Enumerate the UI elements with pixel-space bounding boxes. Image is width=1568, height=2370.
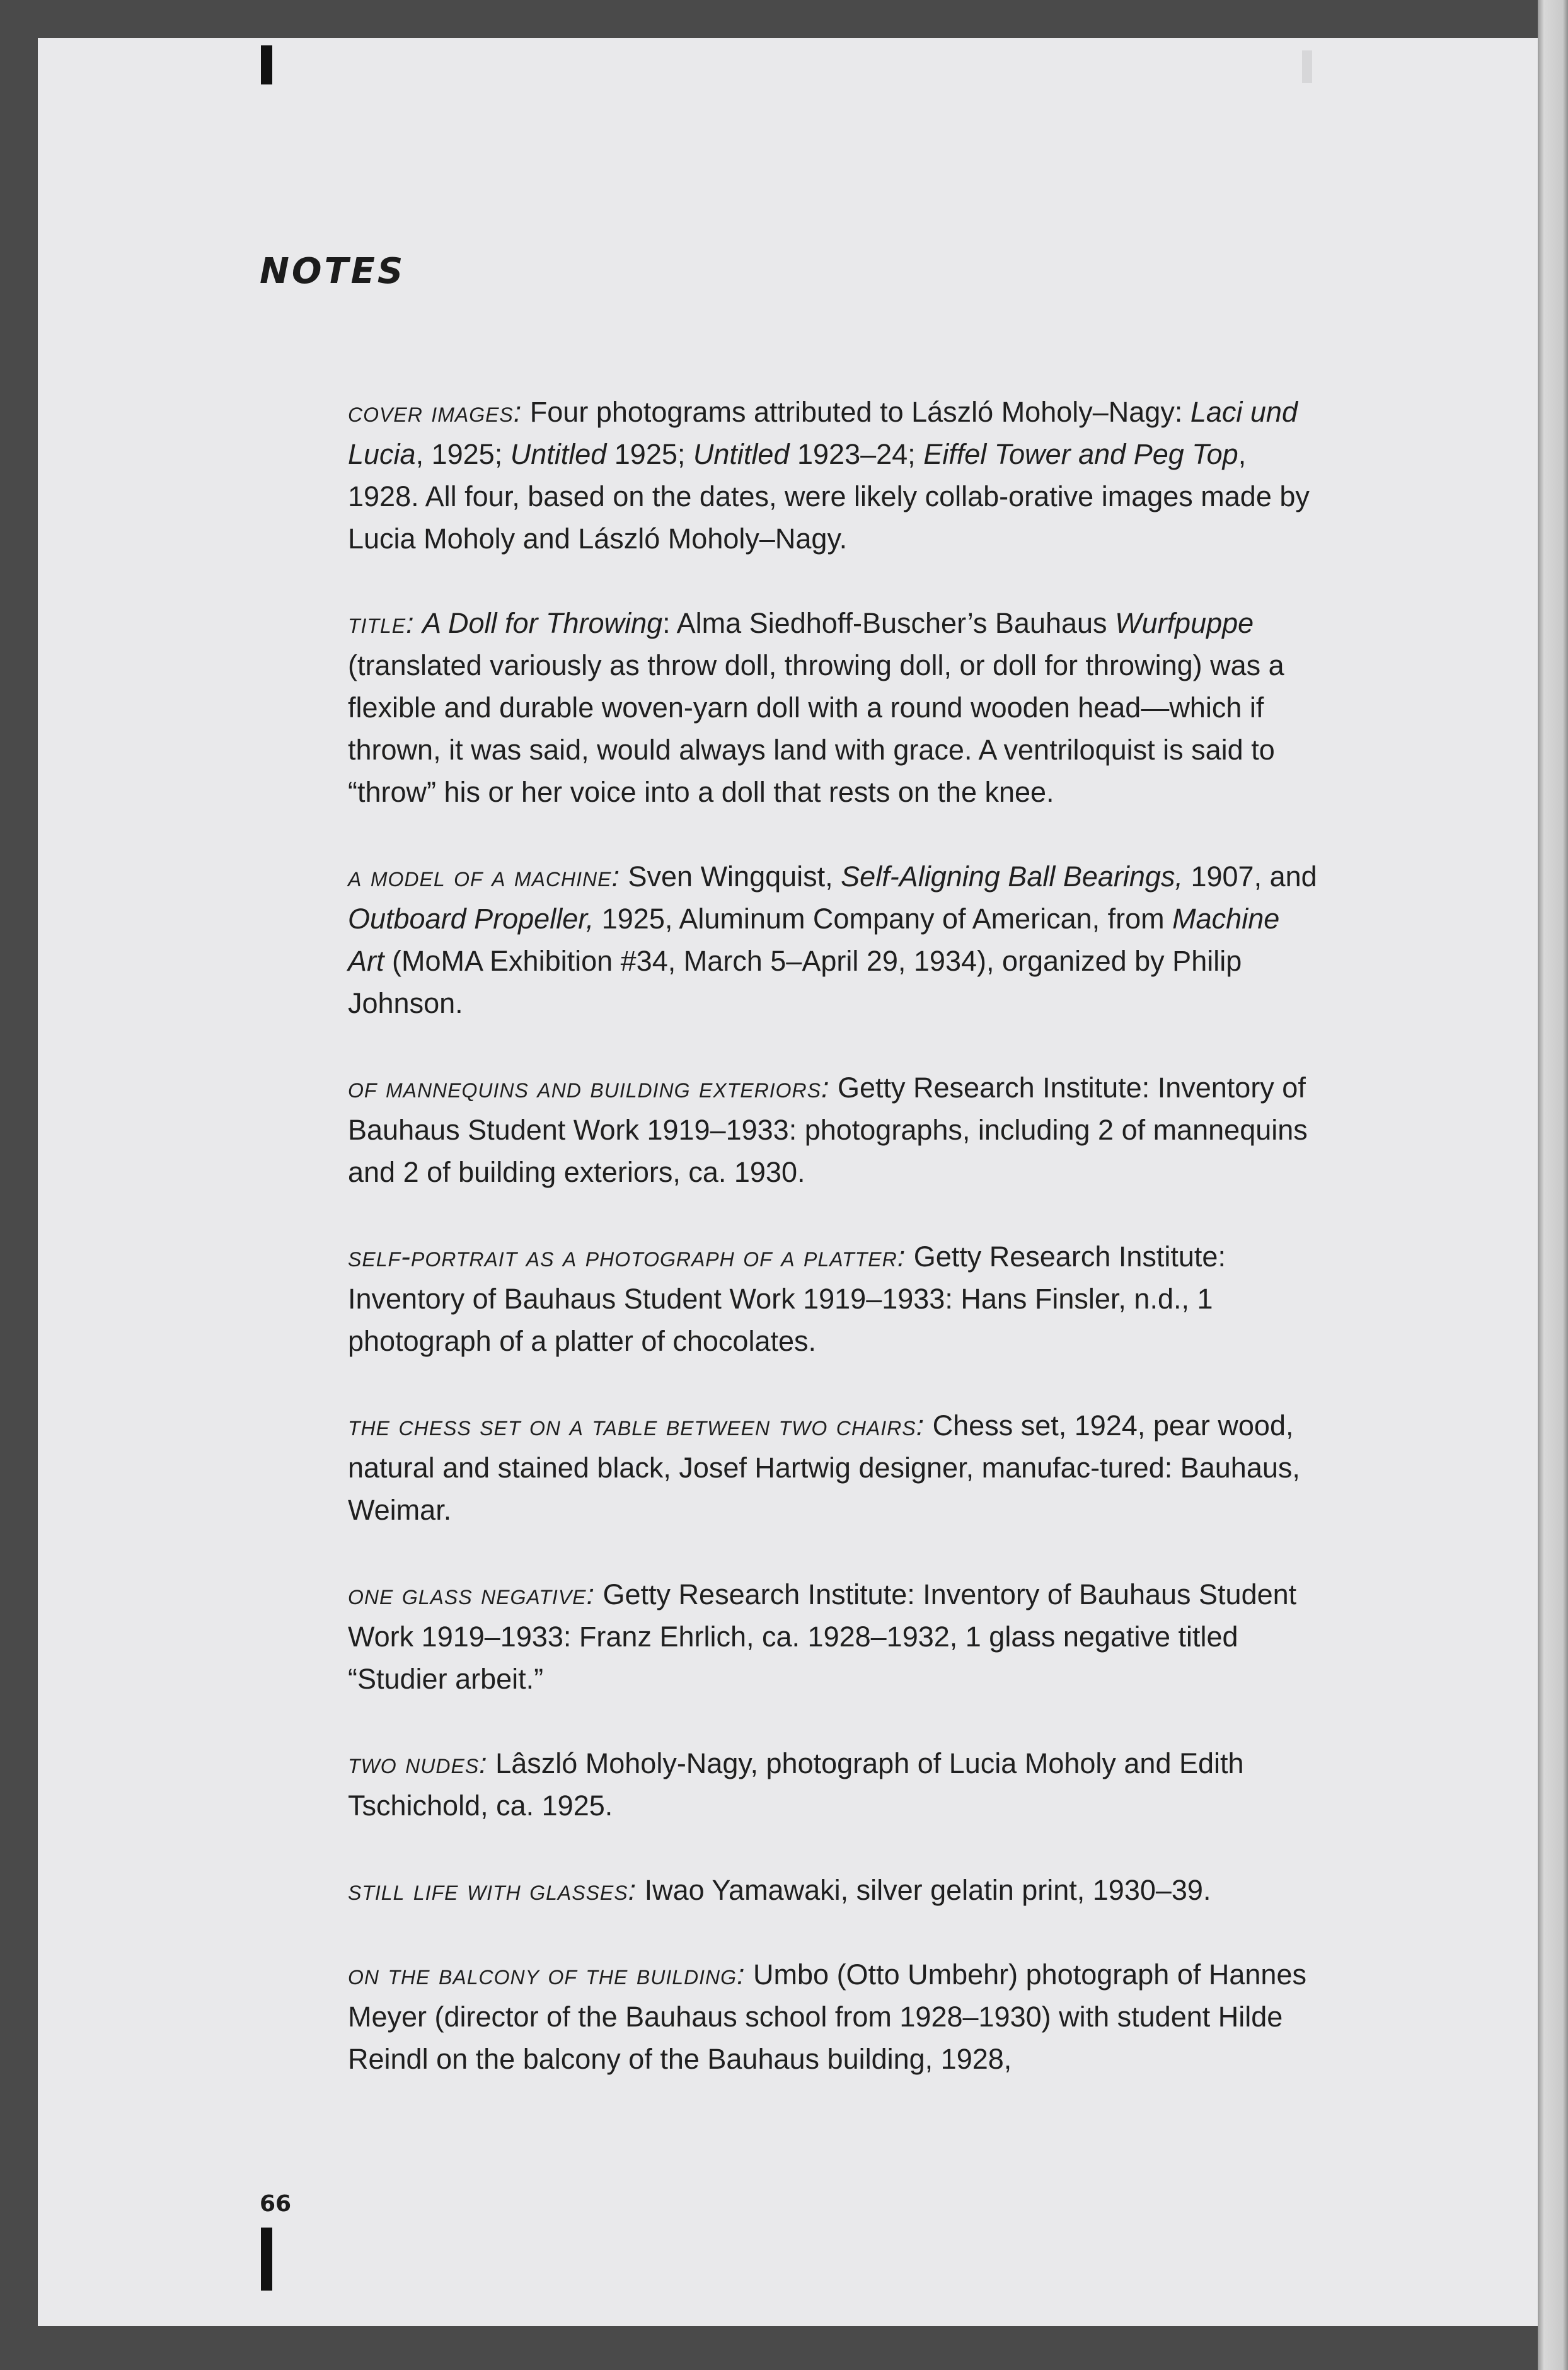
note-text: Umbo (Otto Umbehr) photograph of Hannes Meyer (director of the Bauhaus school from 1928–1930) with student Hilde Reindl on the balcony of the Bauhaus building, 1928, bbox=[348, 1958, 1306, 2075]
note-text: Getty Research Institute: Inventory of Bauhaus Student Work 1919–1933: photographs, including 2 of mannequins and 2 of building exteriors, ca. 1930. bbox=[348, 1072, 1308, 1188]
note-text: Getty Research Institute: Inventory of Bauhaus Student Work 1919–1933: Franz Ehrlich, ca. 1928–1932, 1 glass negative titled “Studier arbeit.” bbox=[348, 1578, 1297, 1695]
note-entry bbox=[348, 855, 1318, 1024]
note-text: Four photograms attributed to László Moholy–Nagy: bbox=[522, 396, 1190, 428]
note-lead: two nudes: bbox=[348, 1747, 488, 1779]
note-text: Iwao Yamawaki, silver gelatin print, 1930–39. bbox=[637, 1874, 1211, 1906]
note-entry bbox=[348, 1404, 1318, 1531]
book-spine-edge bbox=[1538, 0, 1568, 2370]
note-italic-title: Machine Art bbox=[348, 903, 1280, 977]
note-text: 1907, and bbox=[1182, 860, 1317, 893]
note-text: (MoMA Exhibition #34, March 5–April 29, 1934), organized by Philip Johnson. bbox=[348, 945, 1242, 1019]
note-lead: self-portrait as a photograph of a platter: bbox=[348, 1240, 906, 1273]
bottom-crop-mark bbox=[261, 2228, 272, 2291]
note-lead: the chess set on a table between two chairs: bbox=[348, 1409, 925, 1442]
note-text: , 1925; bbox=[415, 438, 510, 470]
note-italic-title: Wurfpuppe bbox=[1115, 607, 1254, 639]
note-entry bbox=[348, 391, 1318, 560]
page-number: 66 bbox=[260, 2191, 292, 2217]
note-italic-title: Untitled bbox=[693, 438, 790, 470]
note-text bbox=[415, 607, 423, 639]
note-text: 1925; bbox=[606, 438, 693, 470]
top-crop-mark bbox=[261, 45, 272, 84]
note-entry bbox=[348, 1742, 1318, 1827]
note-lead: title: bbox=[348, 607, 415, 639]
note-lead: one glass negative: bbox=[348, 1578, 596, 1610]
note-italic-title: Untitled bbox=[510, 438, 607, 470]
note-text: Chess set, 1924, pear wood, natural and stained black, Josef Hartwig designer, manufac-tured: Bauhaus, Weimar. bbox=[348, 1409, 1300, 1526]
note-lead: of mannequins and building exteriors: bbox=[348, 1072, 830, 1104]
note-text: : Alma Siedhoff-Buscher’s Bauhaus bbox=[662, 607, 1115, 639]
note-italic-title: Laci und Lucia bbox=[348, 396, 1298, 470]
note-lead: on the balcony of the building: bbox=[348, 1958, 746, 1991]
note-entry bbox=[348, 1066, 1318, 1193]
note-italic-title: Eiffel Tower and Peg Top bbox=[923, 438, 1238, 470]
notes-heading: NOTES bbox=[260, 251, 406, 292]
note-text: Getty Research Institute: Inventory of Bauhaus Student Work 1919–1933: Hans Finsler, n.d., 1 photograph of a platter of chocolates. bbox=[348, 1240, 1226, 1357]
note-lead: cover images: bbox=[348, 396, 522, 428]
note-text: Sven Wingquist, bbox=[620, 860, 841, 893]
note-text: 1923–24; bbox=[789, 438, 924, 470]
show-through-mark bbox=[1302, 50, 1312, 83]
note-text: , 1928. All four, based on the dates, were likely collab-orative images made by Lucia Moholy and László Moholy–Nagy. bbox=[348, 438, 1310, 555]
notes-list bbox=[348, 391, 1318, 2122]
note-text: 1925, Aluminum Company of American, from bbox=[594, 903, 1173, 935]
note-entry bbox=[348, 1869, 1318, 1911]
note-entry bbox=[348, 1573, 1318, 1700]
note-text: (translated variously as throw doll, throwing doll, or doll for throwing) was a flexible and durable woven-yarn doll with a round wooden head—which if thrown, it was said, would always land with grace. A ventriloquist is said to “throw” his or her voice into a doll that rests on the knee. bbox=[348, 649, 1284, 808]
note-italic-title: Outboard Propeller, bbox=[348, 903, 594, 935]
note-lead: still life with glasses: bbox=[348, 1874, 637, 1906]
note-text: Lâszló Moholy-Nagy, photograph of Lucia Moholy and Edith Tschichold, ca. 1925. bbox=[348, 1747, 1244, 1822]
note-lead: a model of a machine: bbox=[348, 860, 620, 893]
note-italic-title: A Doll for Throwing bbox=[422, 607, 663, 639]
note-entry bbox=[348, 602, 1318, 813]
note-italic-title: Self-Aligning Ball Bearings, bbox=[841, 860, 1183, 893]
note-entry bbox=[348, 1235, 1318, 1362]
note-entry bbox=[348, 1953, 1318, 2080]
